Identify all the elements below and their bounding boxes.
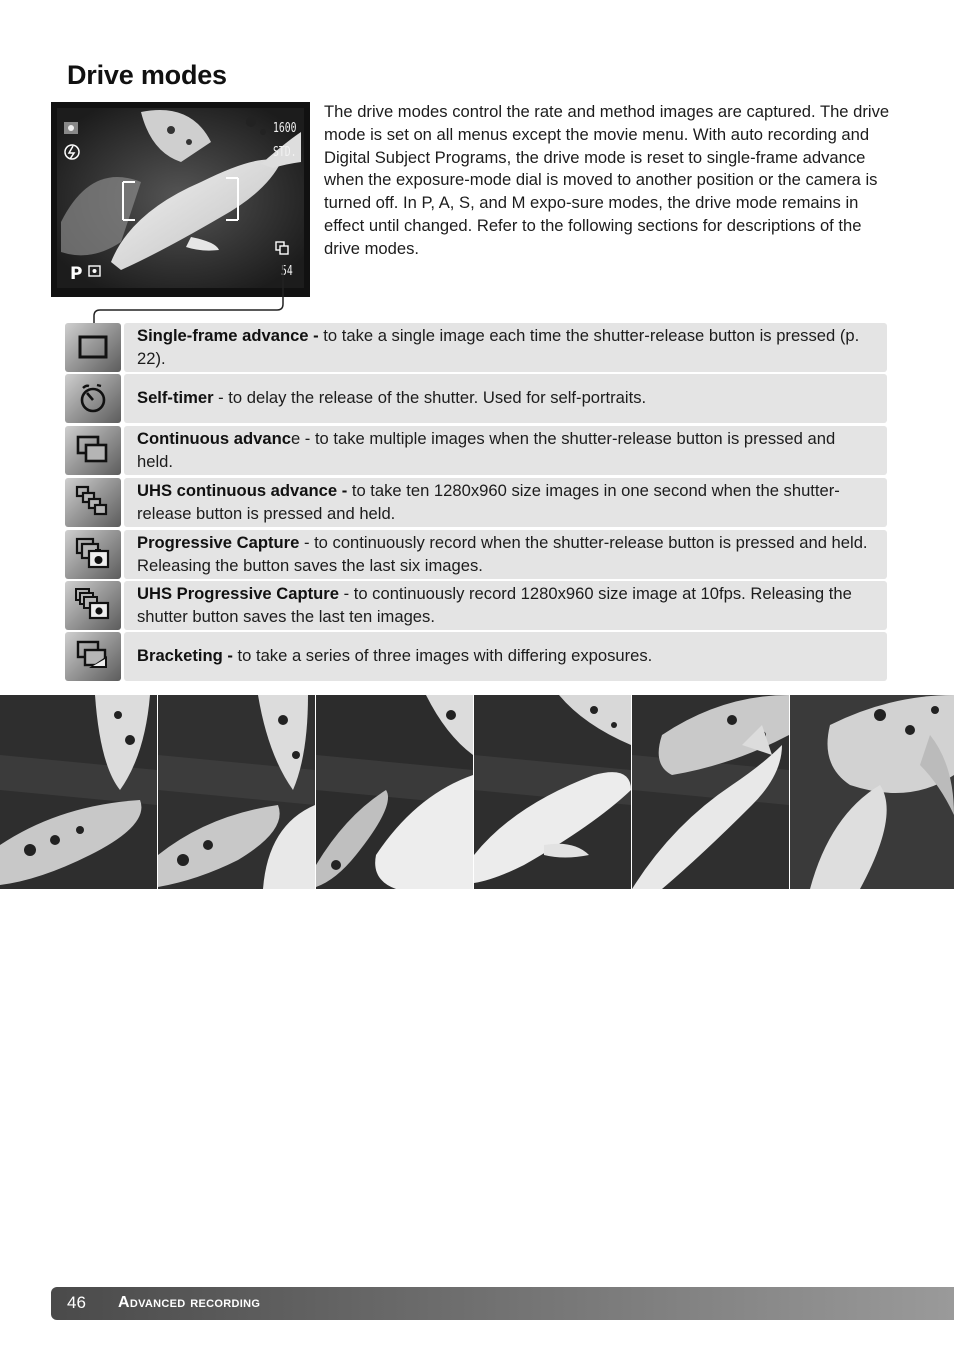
intro-paragraph: The drive modes control the rate and method images are captured. The drive mode is set on all menus except the movie menu. With auto recording and Digital Subject Programs, the drive mode is reset to single-frame advance when the exposure-mode dial is moved to another position or the camera is turned off. In P, A, S, and M expo-sure modes, the drive mode remains in effect until changed. Refer to the following sections for descriptions of the drive modes.: [324, 102, 890, 258]
mode-name: UHS Progressive Capture: [137, 583, 339, 603]
page-footer: [51, 1287, 954, 1320]
mode-name: Single-frame advance -: [137, 325, 319, 345]
sequence-photo-1: [0, 695, 157, 889]
mode-description: - to continuously record 1280x960 size image at 10fps. Releasing the shutter button saves the last ten images.: [137, 583, 852, 626]
mode-name: Bracketing -: [137, 646, 233, 666]
uhs-continuous-icon: [75, 484, 111, 520]
sequence-photo-4: [474, 695, 631, 889]
mode-description: to take a single image each time the shutter-release button is pressed (p. 22).: [137, 325, 860, 368]
page-title: Drive modes: [67, 60, 227, 90]
mode-name: Continuous advanc: [137, 428, 291, 448]
page-number: 46: [67, 1293, 86, 1312]
progressive-capture-icon: [75, 536, 111, 572]
mode-row-uhs-continuous: [65, 478, 887, 527]
section-name: Advanced recording: [118, 1294, 261, 1311]
self-timer-icon: [75, 380, 111, 416]
mode-name: Progressive Capture: [137, 532, 300, 552]
lcd-iso-readout: 1600: [273, 121, 297, 136]
mode-row-self-timer: [65, 374, 887, 423]
mode-row-bracketing: [65, 632, 887, 681]
sequence-photo-3: [316, 695, 473, 889]
leader-line: [0, 0, 954, 330]
mode-description: to take a series of three images with differing exposures.: [232, 646, 653, 666]
lcd-exposure-mode: P: [70, 264, 83, 284]
mode-row-single-frame: [65, 323, 887, 372]
mode-description: e - to take multiple images when the shutter-release button is pressed and held.: [137, 428, 836, 471]
mode-name: Self-timer: [137, 388, 214, 408]
sequence-photo-5: [632, 695, 789, 889]
sequence-photo-2: [158, 695, 315, 889]
lcd-quality-readout: STD.: [273, 145, 297, 160]
koi-photo-sequence: [0, 695, 954, 889]
mode-row-progressive-capture: [65, 530, 887, 579]
uhs-progressive-capture-icon: [75, 587, 111, 623]
bracketing-icon: [75, 638, 111, 674]
mode-row-uhs-progressive-capture: [65, 581, 887, 630]
mode-row-continuous: [65, 426, 887, 475]
lcd-frame-counter: 54: [281, 264, 293, 279]
mode-description: to take ten 1280x960 size images in one second when the shutter-release button is pressed and held.: [137, 480, 840, 523]
continuous-advance-icon: [75, 432, 111, 468]
single-frame-icon: [75, 329, 111, 365]
mode-name: UHS continuous advance -: [137, 480, 348, 500]
mode-description: - to continuously record when the shutter-release button is pressed and held. Releasing the button saves the last six images.: [137, 532, 868, 575]
mode-description: - to delay the release of the shutter. Used for self-portraits.: [213, 388, 647, 408]
sequence-photo-6: [790, 695, 954, 889]
